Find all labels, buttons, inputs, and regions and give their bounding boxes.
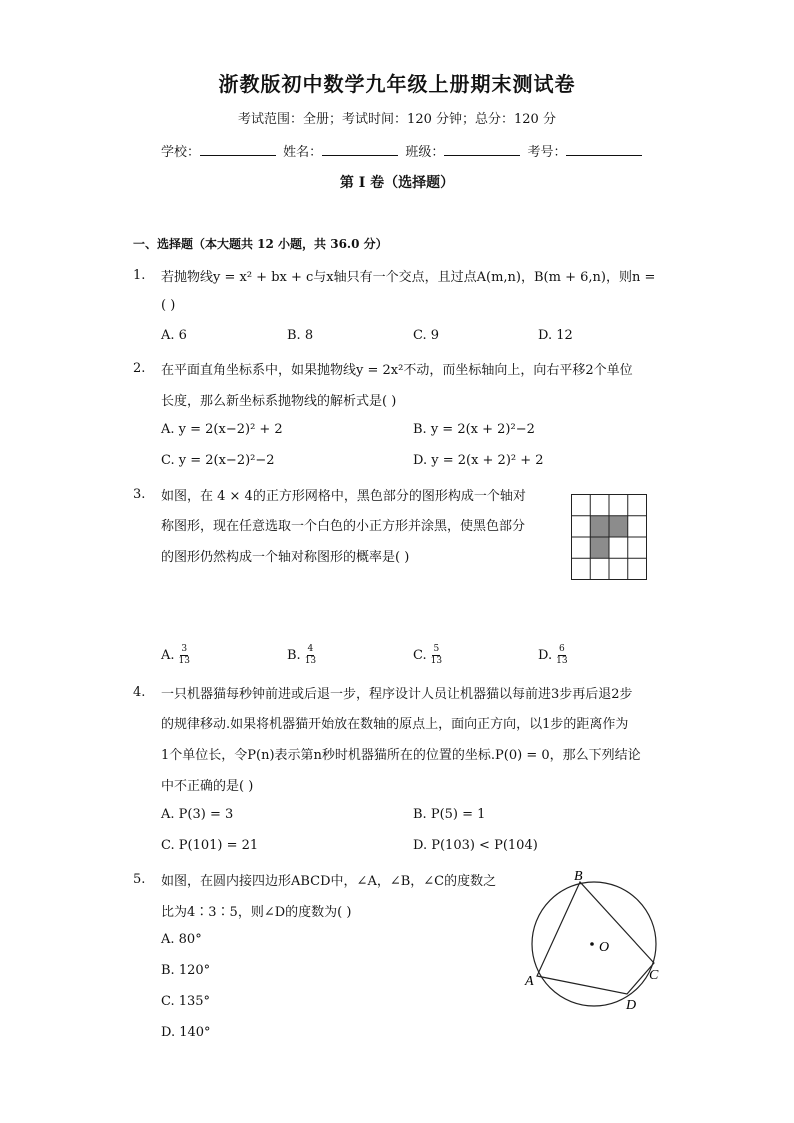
question-text-line: 1个单位长，令P(n)表示第n秒时机器猫所在的位置的坐标.P(0) = 0，那么下列结论 <box>161 748 641 763</box>
option-c[interactable]: C. 9 <box>413 328 440 343</box>
option-a[interactable]: A. y = 2(x−2)² + 2 <box>161 422 283 437</box>
label-o: O <box>599 940 610 955</box>
option-d[interactable]: D. y = 2(x + 2)² + 2 <box>413 453 544 468</box>
exam-title: 浙教版初中数学九年级上册期末测试卷 <box>218 72 576 96</box>
fraction <box>556 645 567 666</box>
question-number: 4. <box>133 685 146 700</box>
question-text-line: 一只机器猫每秒钟前进或后退一步，程序设计人员让机器猫以每前进3步再后退2步 <box>161 687 633 702</box>
fraction <box>179 645 190 666</box>
label-c: C <box>649 968 659 983</box>
label-a: A <box>525 974 534 989</box>
option-b[interactable]: B. P(5) = 1 <box>413 807 486 822</box>
name-field[interactable] <box>322 142 398 156</box>
option-b[interactable]: B. y = 2(x + 2)²−2 <box>413 422 535 437</box>
exam-number-label: 考号： <box>527 145 567 160</box>
question-text-line: 比为4∶3∶5，则∠D的度数为( ) <box>161 905 352 920</box>
center-point <box>590 942 594 946</box>
option-a[interactable]: A. 6 <box>161 328 187 343</box>
numerator: 3 <box>181 644 188 654</box>
option-d[interactable]: D. P(103) < P(104) <box>413 838 538 853</box>
question-text-line: 中不正确的是( ) <box>161 779 254 794</box>
denominator: 13 <box>556 656 568 666</box>
question-text-line: 若抛物线y = x² + bx + c与x轴只有一个交点，且过点A(m,n)，B(m + 6,n)，则n = <box>161 270 656 285</box>
option-label: C. <box>413 648 427 663</box>
circle-quadrilateral-figure <box>515 862 675 1017</box>
black-cell <box>590 537 609 558</box>
numerator: 5 <box>433 644 440 654</box>
option-label: D. <box>538 648 553 663</box>
option-d[interactable]: D. 12 <box>538 328 573 343</box>
fraction <box>431 645 442 666</box>
option-b[interactable]: B. 120° <box>161 963 211 978</box>
question-text-line: 的图形仍然构成一个轴对称图形的概率是( ) <box>161 550 410 565</box>
label-b: B <box>574 869 583 884</box>
name-label: 姓名： <box>283 145 323 160</box>
numerator: 6 <box>558 644 565 654</box>
black-cell <box>609 516 628 537</box>
question-text-line: 如图，在圆内接四边形ABCD中，∠A，∠B，∠C的度数之 <box>161 874 497 889</box>
exam-number-field[interactable] <box>566 142 642 156</box>
question-text-line: ( ) <box>161 298 176 313</box>
option-b[interactable]: B. 8 <box>287 328 314 343</box>
school-field[interactable] <box>200 142 276 156</box>
option-c[interactable]: C. 135° <box>161 994 211 1009</box>
section-title: 一、选择题（本大题共 12 小题，共 36.0 分） <box>133 237 388 251</box>
grid-figure <box>571 494 648 581</box>
denominator: 13 <box>178 656 190 666</box>
class-field[interactable] <box>444 142 520 156</box>
option-a[interactable]: A. 80° <box>161 932 202 947</box>
question-number: 5. <box>133 872 146 887</box>
option-c[interactable]: C. P(101) = 21 <box>161 838 259 853</box>
denominator: 13 <box>430 656 443 666</box>
question-number: 1. <box>133 268 146 283</box>
option-a[interactable]: A. P(3) = 3 <box>161 807 234 822</box>
option-c[interactable]: C. y = 2(x−2)²−2 <box>161 453 275 468</box>
question-text-line: 长度，那么新坐标系抛物线的解析式是( ) <box>161 394 397 409</box>
question-text-line: 在平面直角坐标系中，如果抛物线y = 2x²不动，而坐标轴向上，向右平移2个单位 <box>161 363 633 378</box>
question-number: 2. <box>133 361 146 376</box>
student-fields <box>161 141 645 160</box>
option-d[interactable] <box>538 645 568 666</box>
fraction <box>305 645 316 666</box>
option-label: A. <box>161 648 175 663</box>
question-number: 3. <box>133 487 146 502</box>
option-label: B. <box>287 648 301 663</box>
option-a[interactable] <box>161 645 190 666</box>
school-label: 学校： <box>161 145 201 160</box>
denominator: 13 <box>304 656 317 666</box>
class-label: 班级： <box>405 145 445 160</box>
numerator: 4 <box>307 644 314 654</box>
part-title: 第 I 卷（选择题） <box>339 175 455 191</box>
option-b[interactable] <box>287 645 316 666</box>
exam-info: 考试范围：全册；考试时间：120 分钟；总分：120 分 <box>238 112 556 127</box>
question-text-line: 称图形，现在任意选取一个白色的小正方形并涂黑，使黑色部分 <box>161 519 526 534</box>
label-d: D <box>626 998 637 1013</box>
option-d[interactable]: D. 140° <box>161 1025 211 1040</box>
option-c[interactable] <box>413 645 442 666</box>
black-cell <box>590 516 609 537</box>
question-text-line: 如图，在 4 × 4的正方形网格中，黑色部分的图形构成一个轴对 <box>161 489 526 504</box>
question-text-line: 的规律移动.如果将机器猫开始放在数轴的原点上，面向正方向，以1步的距离作为 <box>161 717 629 732</box>
